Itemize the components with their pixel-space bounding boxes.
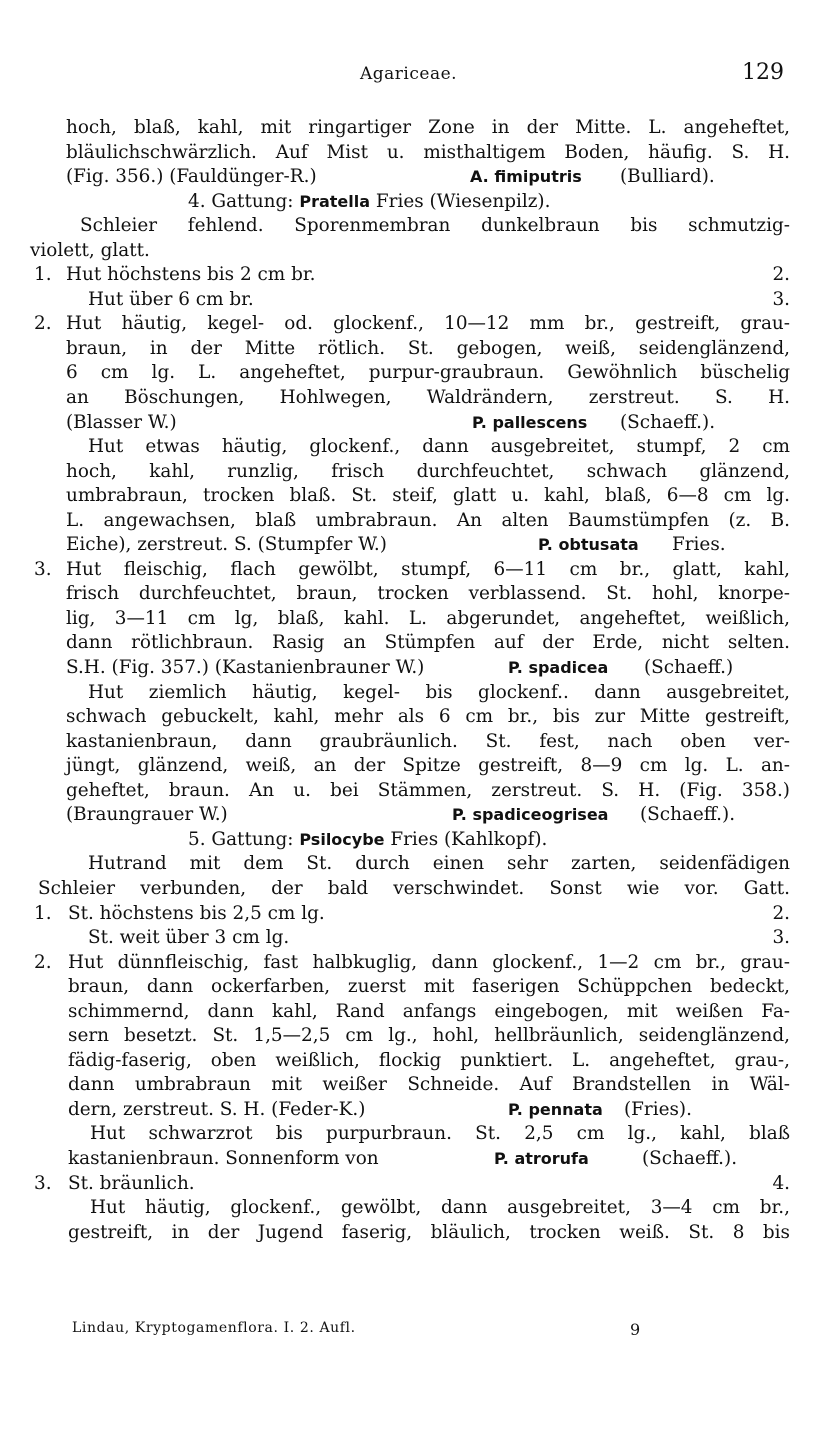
genus-heading — [188, 828, 547, 853]
page-header — [0, 58, 830, 92]
line-text: sern besetzt. St. 1,5—2,5 cm lg., hohl, hellbräunlich, seidenglänzend, — [68, 1025, 790, 1047]
line-text: kastanienbraun. Sonnenform von — [68, 1147, 379, 1169]
text-line — [30, 705, 790, 730]
line-text: frisch durchfeuchtet, braun, trocken verblassend. St. hohl, knorpe- — [66, 583, 790, 605]
text-line — [30, 239, 790, 264]
line-text: St. weit über 3 cm lg. — [88, 927, 290, 949]
genus-author: Fries (Kahlkopf). — [390, 828, 548, 850]
text-line — [30, 681, 790, 706]
species-author: (Bulliard). — [620, 166, 715, 188]
species-name: P. spadiceogrisea — [452, 805, 609, 825]
text-line — [30, 926, 790, 951]
key-number: 1. — [34, 902, 52, 924]
key-number: 2. — [34, 951, 52, 973]
line-text: Hut über 6 cm br. — [88, 288, 254, 310]
line-text: jüngt, glänzend, weiß, an der Spitze gestreift, 8—9 cm lg. L. an- — [66, 755, 790, 777]
line-text: (Fig. 356.) (Fauldünger-R.) — [66, 166, 317, 188]
line-text: schwach gebuckelt, kahl, mehr als 6 cm br., bis zur Mitte gestreift, — [66, 706, 790, 728]
genus-heading — [188, 190, 550, 215]
genus-number: 4. Gattung: — [188, 190, 294, 212]
text-line — [30, 1049, 790, 1074]
text-line — [30, 190, 790, 215]
line-text: S.H. (Fig. 357.) (Kastanienbrauner W.) — [66, 657, 425, 679]
genus-author: Fries (Wiesenpilz). — [375, 190, 551, 212]
text-line — [30, 754, 790, 779]
line-text: Hut etwas häutig, glockenf., dann ausgebreitet, stumpf, 2 cm — [88, 436, 790, 458]
line-text: (Braungrauer W.) — [66, 804, 228, 826]
line-text: Schleier verbunden, der bald verschwindet. Sonst wie vor. Gatt. — [38, 877, 790, 899]
line-text: Hutrand mit dem St. durch einen sehr zarten, seidenfädigen — [88, 853, 790, 875]
line-text: Hut dünnfleischig, fast halbkuglig, dann glockenf., 1—2 cm br., grau- — [68, 951, 790, 973]
key-number: 3. — [34, 1172, 52, 1194]
text-line — [30, 582, 790, 607]
text-line — [30, 214, 790, 239]
line-text: schimmernd, dann kahl, Rand anfangs eingebogen, mit weißen Fa- — [68, 1000, 790, 1022]
line-text: Hut fleischig, flach gewölbt, stumpf, 6—11 cm br., glatt, kahl, — [66, 558, 790, 580]
text-line — [30, 1172, 790, 1197]
text-line — [30, 1221, 790, 1246]
genus-name: Pratella — [299, 191, 371, 211]
species-name: P. spadicea — [508, 658, 609, 678]
key-reference: 2. — [772, 264, 790, 286]
species-name: P. pallescens — [472, 412, 588, 432]
text-line — [30, 951, 790, 976]
text-line — [30, 337, 790, 362]
text-line — [30, 460, 790, 485]
species-author: (Fries). — [624, 1098, 692, 1120]
text-line — [30, 411, 790, 436]
text-line — [30, 779, 790, 804]
text-line — [30, 975, 790, 1000]
text-line — [30, 165, 790, 190]
species-author: (Schaeff.). — [640, 804, 736, 826]
line-text: Eiche), zerstreut. S. (Stumpfer W.) — [66, 534, 387, 556]
text-line — [30, 141, 790, 166]
species-name: P. obtusata — [538, 535, 639, 555]
text-line — [30, 263, 790, 288]
line-text: Hut häutig, glockenf., gewölbt, dann ausgebreitet, 3—4 cm br., — [90, 1197, 790, 1219]
line-text: lig, 3—11 cm lg, blaß, kahl. L. abgerundet, angeheftet, weißlich, — [66, 607, 790, 629]
line-text: dern, zerstreut. S. H. (Feder-K.) — [68, 1098, 366, 1120]
line-text: St. höchstens bis 2,5 cm lg. — [68, 902, 325, 924]
line-text: (Blasser W.) — [66, 411, 177, 433]
text-line — [30, 607, 790, 632]
text-line — [30, 484, 790, 509]
line-text: Hut schwarzrot bis purpurbraun. St. 2,5 cm lg., kahl, blaß — [90, 1123, 790, 1145]
key-reference: 3. — [772, 927, 790, 949]
line-text: violett, glatt. — [30, 239, 150, 261]
text-line — [30, 312, 790, 337]
line-text: bläulichschwärzlich. Auf Mist u. misthaltigem Boden, häufig. S. H. — [66, 141, 790, 163]
text-line — [30, 803, 790, 828]
text-line — [30, 116, 790, 141]
page-footer — [72, 1320, 772, 1350]
line-text: kastanienbraun, dann graubräunlich. St. fest, nach oben ver- — [66, 730, 790, 752]
text-line — [30, 386, 790, 411]
species-name: P. atrorufa — [494, 1148, 589, 1168]
line-text: gestreift, in der Jugend faserig, bläulich, trocken weiß. St. 8 bis — [68, 1221, 790, 1243]
key-number: 2. — [34, 313, 52, 335]
text-line — [30, 1147, 790, 1172]
text-line — [30, 435, 790, 460]
text-line — [30, 631, 790, 656]
text-line — [30, 730, 790, 755]
text-line — [30, 656, 790, 681]
line-text: St. bräunlich. — [68, 1172, 195, 1194]
line-text: Hut häutig, kegel- od. glockenf., 10—12 mm br., gestreift, grau- — [66, 313, 790, 335]
line-text: Hut höchstens bis 2 cm br. — [66, 264, 316, 286]
line-text: umbrabraun, trocken blaß. St. steif, glatt u. kahl, blaß, 6—8 cm lg. — [66, 485, 790, 507]
genus-name: Psilocybe — [299, 829, 385, 849]
line-text: dann rötlichbraun. Rasig an Stümpfen auf der Erde, nicht selten. — [66, 632, 790, 654]
key-number: 3. — [34, 558, 52, 580]
line-text: Hut ziemlich häutig, kegel- bis glockenf.. dann ausgebreitet, — [88, 681, 790, 703]
line-text: braun, dann ockerfarben, zuerst mit faserigen Schüppchen bedeckt, — [68, 976, 790, 998]
species-author: (Schaeff.) — [644, 657, 734, 679]
line-text: geheftet, braun. An u. bei Stämmen, zerstreut. S. H. (Fig. 358.) — [66, 779, 790, 801]
line-text: an Böschungen, Hohlwegen, Waldrändern, zerstreut. S. H. — [66, 387, 790, 409]
text-line — [30, 852, 790, 877]
key-reference: 2. — [772, 902, 790, 924]
text-line — [30, 1000, 790, 1025]
line-text: fädig-faserig, oben weißlich, flockig punktiert. L. angeheftet, grau-, — [68, 1049, 790, 1071]
key-reference: 4. — [772, 1172, 790, 1194]
text-line — [30, 1098, 790, 1123]
page-number: 129 — [742, 60, 784, 85]
text-line — [30, 1196, 790, 1221]
line-text: Schleier fehlend. Sporenmembran dunkelbraun bis schmutzig- — [80, 215, 790, 237]
text-line — [30, 1024, 790, 1049]
text-line — [30, 902, 790, 927]
page-body — [30, 116, 790, 1245]
line-text: braun, in der Mitte rötlich. St. gebogen, weiß, seidenglänzend, — [66, 337, 790, 359]
line-text: hoch, blaß, kahl, mit ringartiger Zone in der Mitte. L. angeheftet, — [66, 117, 790, 138]
line-text: dann umbrabraun mit weißer Schneide. Auf Brandstellen in Wäl- — [68, 1074, 790, 1096]
species-author: (Schaeff.). — [642, 1147, 738, 1169]
text-line — [30, 1073, 790, 1098]
text-line — [30, 533, 790, 558]
species-name: P. pennata — [508, 1099, 603, 1119]
text-line — [30, 828, 790, 853]
species-author: (Schaeff.). — [620, 411, 716, 433]
line-text: L. angewachsen, blaß umbrabraun. An alten Baumstümpfen (z. B. — [66, 509, 790, 531]
text-line — [30, 558, 790, 583]
species-name: A. fimiputris — [470, 167, 582, 187]
line-text: 6 cm lg. L. angeheftet, purpur-graubraun. Gewöhnlich büschelig — [66, 362, 790, 384]
species-author: Fries. — [672, 534, 726, 556]
key-number: 1. — [34, 264, 52, 286]
text-line — [30, 877, 790, 902]
line-text: hoch, kahl, runzlig, frisch durchfeuchtet, schwach glänzend, — [66, 460, 790, 482]
text-line — [30, 361, 790, 386]
text-line — [30, 288, 790, 313]
footer-citation: Lindau, Kryptogamenflora. I. 2. Aufl. — [72, 1320, 356, 1336]
genus-number: 5. Gattung: — [188, 828, 294, 850]
signature-mark: 9 — [630, 1320, 641, 1339]
text-line — [30, 509, 790, 534]
key-reference: 3. — [772, 288, 790, 310]
running-head: Agariceae. — [360, 64, 458, 84]
text-line — [30, 1122, 790, 1147]
